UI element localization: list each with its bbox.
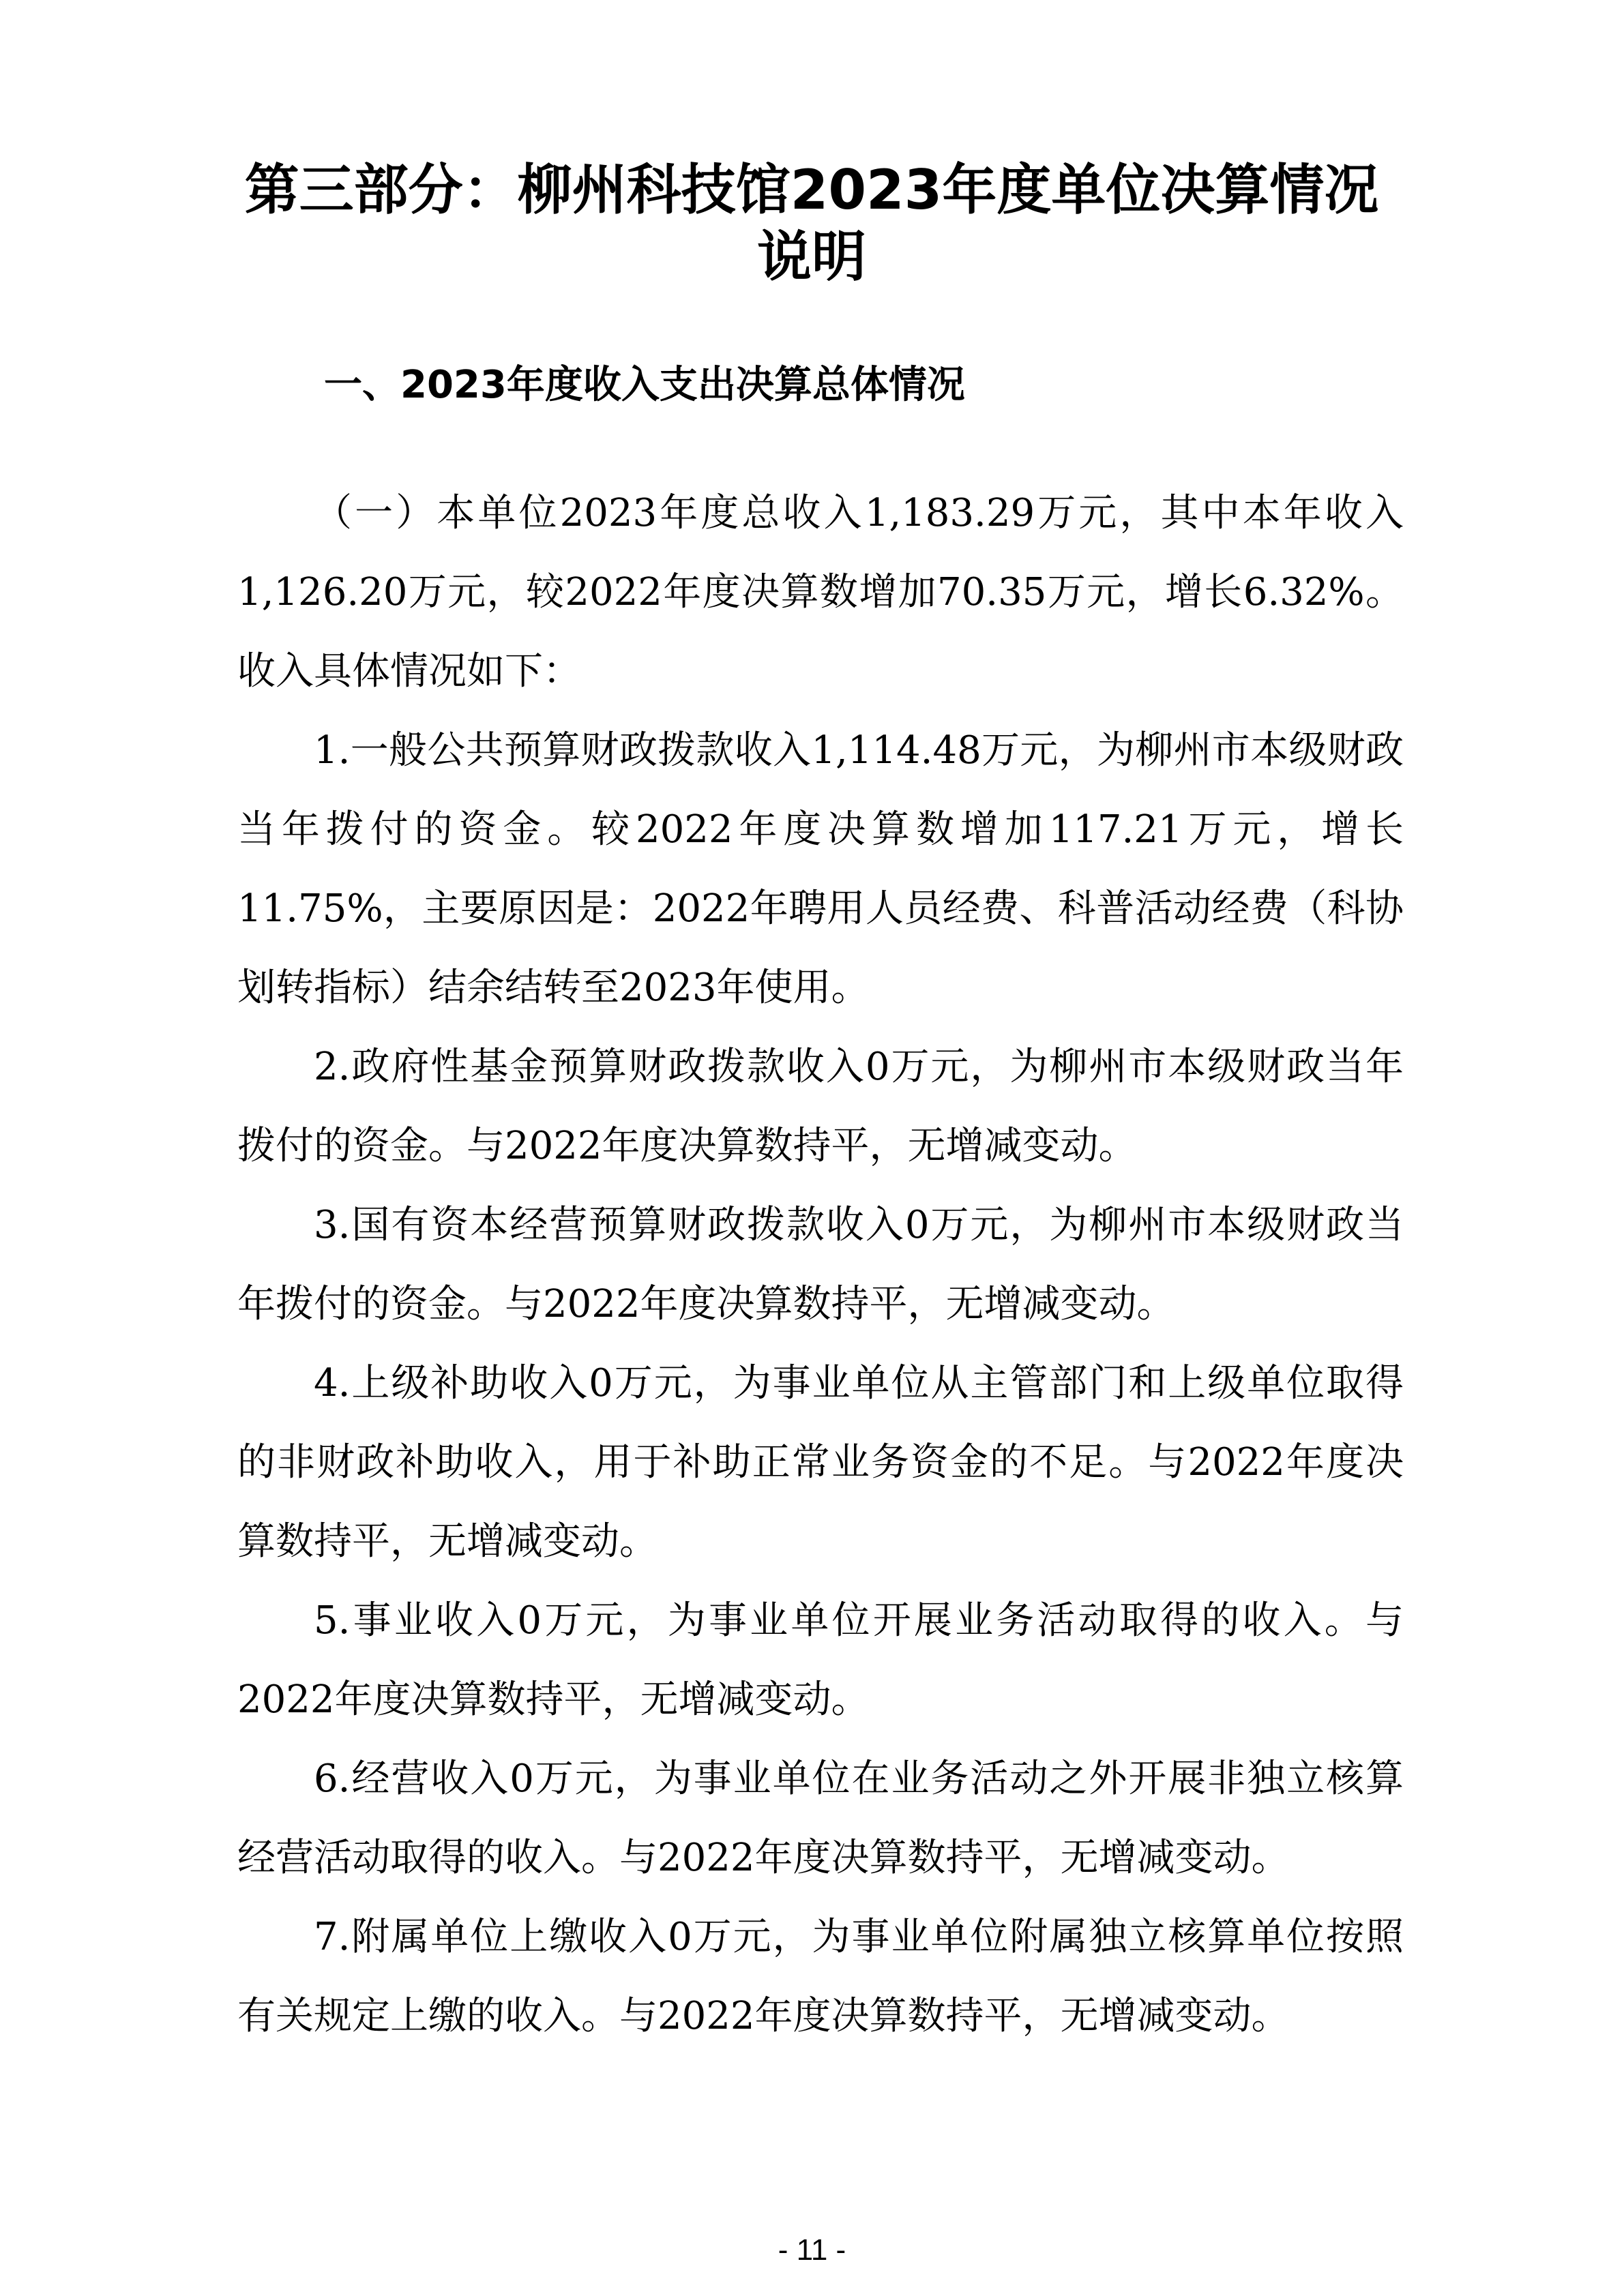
page-number: - 11 - [778, 2233, 846, 2267]
paragraph-intro: （一）本单位2023年度总收入1,183.29万元，其中本年收入1,126.20万元，较2022年度决算数增加70.35万元，增长6.32%。收入具体情况如下： [237, 491, 1404, 694]
paragraph-item-4: 4.上级补助收入0万元，为事业单位从主管部门和上级单位取得的非财政补助收入，用于补助正常业务资金的不足。与2022年度决算数持平，无增减变动。 [237, 1361, 1404, 1564]
paragraph-item-7: 7.附属单位上缴收入0万元，为事业单位附属独立核算单位按照有关规定上缴的收入。与2022年度决算数持平，无增减变动。 [237, 1915, 1404, 2038]
paragraph-item-3: 3.国有资本经营预算财政拨款收入0万元，为柳州市本级财政当年拨付的资金。与2022年度决算数持平，无增减变动。 [237, 1203, 1404, 1326]
section-heading: 一、2023年度收入支出决算总体情况 [324, 363, 965, 407]
paragraph-item-1: 1.一般公共预算财政拨款收入1,114.48万元，为柳州市本级财政当年拨付的资金。较2022年度决算数增加117.21万元，增长11.75%，主要原因是：2022年聘用人员经费、科普活动经费（科协划转指标）结余结转至2023年使用。 [237, 728, 1404, 1010]
paragraph-item-6: 6.经营收入0万元，为事业单位在业务活动之外开展非独立核算经营活动取得的收入。与2022年度决算数持平，无增减变动。 [237, 1757, 1404, 1880]
document-body [237, 474, 1404, 2056]
paragraph-item-2: 2.政府性基金预算财政拨款收入0万元，为柳州市本级财政当年拨付的资金。与2022年度决算数持平，无增减变动。 [237, 1045, 1404, 1168]
document-title: 第三部分：柳州科技馆2023年度单位决算情况说明 [244, 158, 1379, 288]
paragraph-item-5: 5.事业收入0万元，为事业单位开展业务活动取得的收入。与2022年度决算数持平，无增减变动。 [237, 1598, 1404, 1722]
